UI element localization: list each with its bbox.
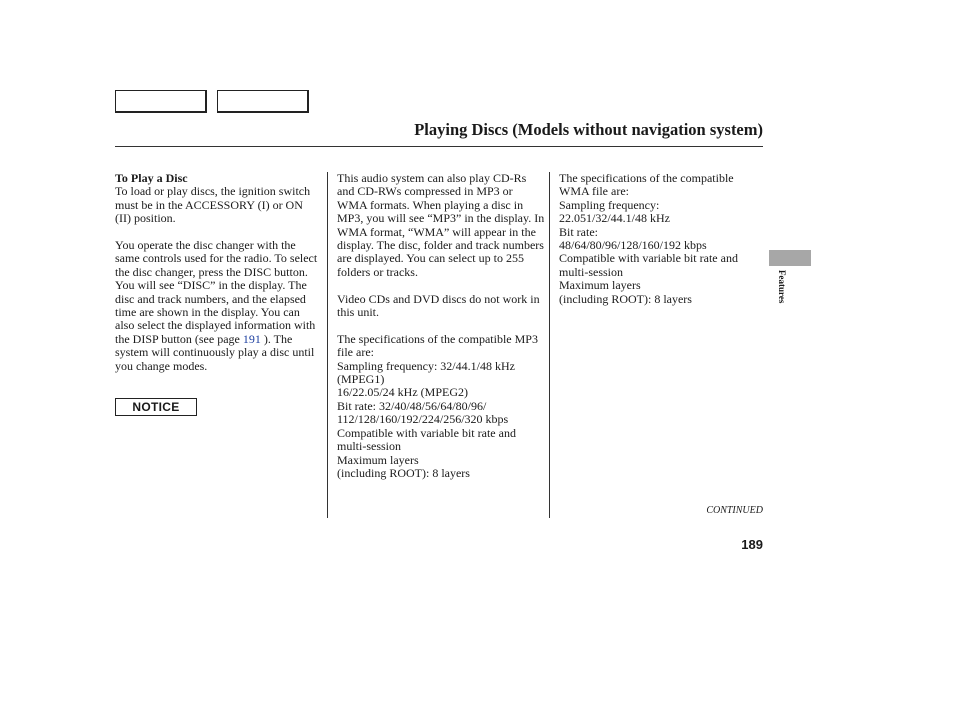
page-title: Playing Discs (Models without navigation system) (414, 120, 763, 139)
paragraph-mp3-wma: This audio system can also play CD-Rs and CD-RWs compressed in MP3 or WMA formats. When playing a disc in MP3, you will see “MP3” in the display. In WMA format, “WMA” will appear in the display. The disc, folder and track numbers are displayed. You can select up to 255 folders or tracks. (337, 171, 545, 279)
wma-spec-intro: The specifications of the compatible WMA file are: (559, 171, 734, 199)
wma-spec-vbr: Compatible with variable bit rate and multi-session (559, 251, 738, 279)
section-tab[interactable] (769, 250, 811, 266)
wma-spec-layers-root: (including ROOT): 8 layers (559, 291, 692, 306)
column-3 (559, 172, 764, 306)
mp3-spec-bitrate: Bit rate: 32/40/48/56/64/80/96/ 112/128/160/192/224/256/320 kbps (337, 398, 509, 427)
nav-box-left[interactable] (115, 90, 207, 113)
column-1 (115, 172, 320, 373)
wma-spec-bitrate-label: Bit rate: (559, 224, 598, 239)
mp3-spec-layers-root: (including ROOT): 8 layers (337, 465, 470, 480)
column-2 (337, 172, 545, 480)
wma-spec-bitrate-value: 48/64/80/96/128/160/192 kbps (559, 238, 707, 253)
section-tab-label: Features (777, 270, 787, 304)
column-divider (549, 172, 550, 518)
paragraph-disc-changer (115, 239, 320, 373)
paragraph-video-cd: Video CDs and DVD discs do not work in this unit. (337, 291, 540, 320)
mp3-spec-sampling: Sampling frequency: 32/44.1/48 kHz (MPEG1) (337, 358, 515, 387)
wma-spec-layers: Maximum layers (559, 278, 641, 293)
paragraph-text: You operate the disc changer with the same controls used for the radio. To select the disc changer, press the DISC button. You will see “DISC” in the display. The disc and track numbers, and the elapsed time are shown in the display. You can also select the displayed information with the DISP button (see page (115, 238, 318, 346)
mp3-spec-intro: The specifications of the compatible MP3 file are: (337, 331, 538, 360)
paragraph-text: ). The system will continuously play a disc until you change modes. (115, 331, 315, 373)
column-divider (327, 172, 328, 518)
paragraph-ignition: To load or play discs, the ignition switch must be in the ACCESSORY (I) or ON (II) position. (115, 184, 311, 226)
wma-spec-sampling-label: Sampling frequency: (559, 197, 660, 212)
notice-label: NOTICE (115, 398, 197, 416)
title-rule (115, 146, 763, 147)
nav-box-right[interactable] (217, 90, 309, 113)
wma-spec-sampling-value: 22.051/32/44.1/48 kHz (559, 211, 670, 226)
page-reference-link[interactable]: 191 (242, 331, 261, 346)
mp3-spec-sampling-mpeg2: 16/22.05/24 kHz (MPEG2) (337, 385, 468, 400)
section-tab-label-wrap (777, 270, 789, 316)
mp3-spec-layers: Maximum layers (337, 452, 419, 467)
section-heading: To Play a Disc (115, 171, 188, 185)
page-number: 189 (741, 537, 763, 552)
continued-label: CONTINUED (706, 505, 763, 516)
mp3-spec-vbr: Compatible with variable bit rate and multi-session (337, 425, 516, 454)
